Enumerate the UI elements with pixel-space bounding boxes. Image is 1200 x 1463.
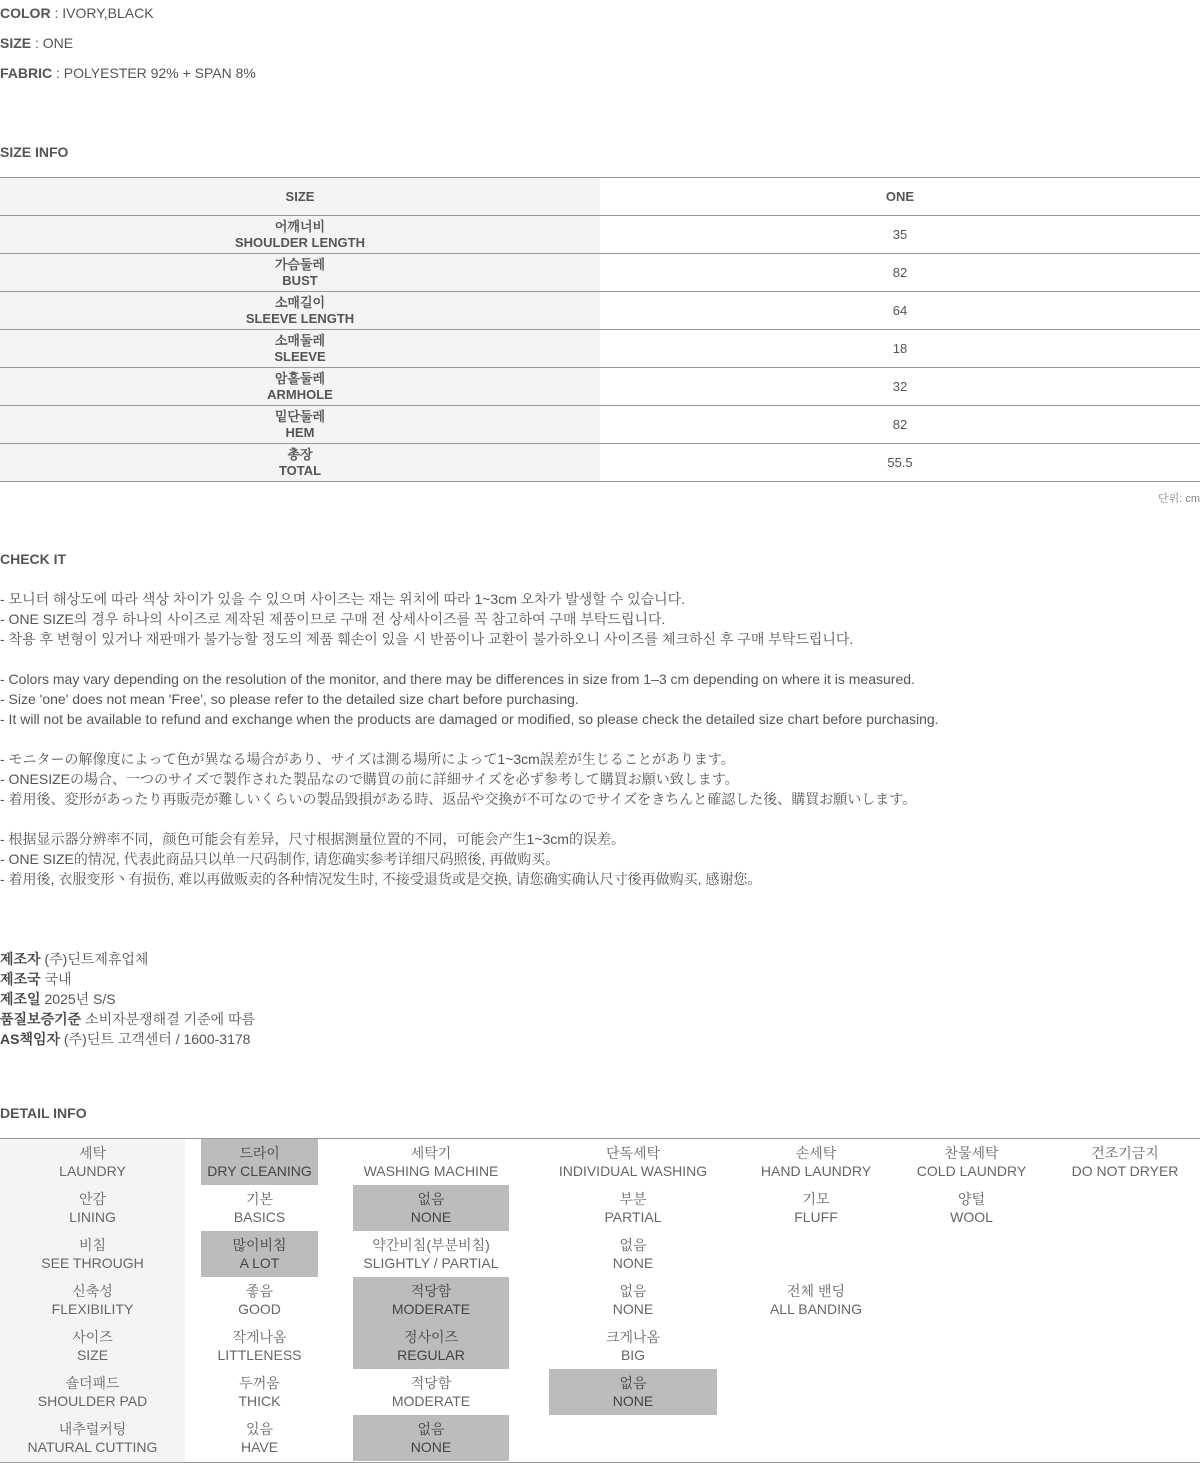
size-row-label xyxy=(0,216,600,253)
detail-row-header xyxy=(0,1369,185,1415)
size-table-row xyxy=(0,444,1200,482)
detail-row xyxy=(0,1185,1200,1231)
detail-row-header xyxy=(0,1231,185,1277)
detail-row-header-ko: 숄더패드 xyxy=(65,1375,120,1391)
detail-option-selected-en: NONE xyxy=(410,1209,452,1225)
country-line xyxy=(0,969,72,989)
size-row-label-ko: 가슴둘레 xyxy=(274,256,326,272)
size-info-title: SIZE INFO xyxy=(0,144,69,160)
detail-row-header-ko: 사이즈 xyxy=(72,1329,113,1345)
color-value: : IVORY,BLACK xyxy=(50,5,154,21)
detail-option-selected xyxy=(201,1231,318,1277)
detail-row-header-en: SHOULDER PAD xyxy=(37,1393,148,1409)
detail-option-en: COLD LAUNDRY xyxy=(916,1163,1027,1179)
size-table-row xyxy=(0,330,1200,368)
detail-row xyxy=(0,1231,1200,1277)
size-row-label-en: ARMHOLE xyxy=(267,386,333,402)
detail-option xyxy=(353,1231,509,1277)
size-row-label-ko: 어깨너비 xyxy=(274,218,326,234)
color-info xyxy=(0,5,154,21)
maker-label: 제조자 xyxy=(0,951,41,967)
size-row-label-ko: 총장 xyxy=(287,446,313,462)
maker-value: (주)딘트제휴업체 xyxy=(40,951,149,967)
detail-option-ko: 적당함 xyxy=(410,1375,452,1391)
detail-row-header-ko: 비침 xyxy=(78,1237,107,1253)
detail-option-ko: 두꺼움 xyxy=(239,1375,280,1391)
detail-option-ko: 크게나옴 xyxy=(605,1329,661,1345)
size-row-value: 82 xyxy=(892,417,908,432)
detail-option xyxy=(549,1323,717,1369)
detail-option-en: BASICS xyxy=(233,1209,286,1225)
detail-option-selected-ko: 없음 xyxy=(619,1375,647,1391)
detail-option-ko: 없음 xyxy=(619,1237,647,1253)
size-row-value: 55.5 xyxy=(887,455,913,470)
detail-row-header xyxy=(0,1323,185,1369)
detail-option-ko: 약간비침(부분비침) xyxy=(372,1237,490,1253)
detail-option-selected-en: DRY CLEANING xyxy=(207,1163,312,1179)
check-it-title: CHECK IT xyxy=(0,551,67,567)
detail-option-selected-ko: 없음 xyxy=(417,1191,445,1207)
detail-option xyxy=(740,1277,892,1323)
detail-row-header-ko: 내추럴커팅 xyxy=(58,1421,127,1437)
detail-option-selected xyxy=(549,1369,717,1415)
size-table-row xyxy=(0,216,1200,254)
size-table-header xyxy=(0,178,1200,216)
detail-option xyxy=(549,1231,717,1277)
size-row-label-ko: 암홀둘레 xyxy=(274,370,326,386)
detail-option xyxy=(549,1277,717,1323)
detail-row-header xyxy=(0,1415,185,1461)
fabric-label: FABRIC xyxy=(0,65,53,81)
detail-row-header xyxy=(0,1185,185,1231)
country-label: 제조국 xyxy=(0,971,41,987)
size-value: : ONE xyxy=(31,35,74,51)
detail-option xyxy=(201,1415,318,1461)
detail-option-selected-en: A LOT xyxy=(239,1255,280,1271)
size-row-label-en: SHOULDER LENGTH xyxy=(235,234,365,250)
detail-option xyxy=(201,1369,318,1415)
country-value: 국내 xyxy=(40,971,72,987)
detail-option-ko: 없음 xyxy=(619,1283,647,1299)
note-zh-1: - 根据显示器分辨率不同，颜色可能会有差异，尺寸根据测量位置的不同，可能会产生1~3cm的误差。 xyxy=(0,831,625,847)
size-row-label xyxy=(0,368,600,405)
note-en-3: - It will not be available to refund and exchange when the products are damaged or modified, so please check the detailed size chart before purchasing. xyxy=(0,711,939,727)
note-ja-1: - モニターの解像度によって色が異なる場合があり、サイズは測る場所によって1~3cm誤差が生じることがあります。 xyxy=(0,751,735,767)
size-row-label-en: HEM xyxy=(285,424,315,440)
detail-row xyxy=(0,1369,1200,1415)
size-label: SIZE xyxy=(0,35,32,51)
color-label: COLOR xyxy=(0,5,51,21)
detail-option-en: FLUFF xyxy=(794,1209,838,1225)
detail-option-ko: 손세탁 xyxy=(795,1145,837,1161)
detail-option-en: GOOD xyxy=(238,1301,281,1317)
detail-option-ko: 있음 xyxy=(245,1421,274,1437)
detail-option-selected-ko: 정사이즈 xyxy=(403,1329,459,1345)
detail-row-header-ko: 안감 xyxy=(78,1191,107,1207)
size-header-label: SIZE xyxy=(0,178,600,215)
size-row-label xyxy=(0,254,600,291)
detail-option-en: LITTLENESS xyxy=(217,1347,302,1363)
size-row-value: 18 xyxy=(892,341,908,356)
date-value: 2025년 S/S xyxy=(40,991,116,1007)
detail-row xyxy=(0,1323,1200,1369)
detail-row-header-en: SIZE xyxy=(76,1347,109,1363)
detail-option-selected-en: MODERATE xyxy=(391,1301,471,1317)
fabric-value: : POLYESTER 92% + SPAN 8% xyxy=(52,65,256,81)
size-row-label-en: BUST xyxy=(282,272,318,288)
size-row-value: 32 xyxy=(892,379,908,394)
detail-row xyxy=(0,1139,1200,1185)
detail-option-ko: 부분 xyxy=(619,1191,647,1207)
detail-option-selected-en: REGULAR xyxy=(397,1347,465,1363)
size-table-row xyxy=(0,254,1200,292)
detail-option-en: PARTIAL xyxy=(604,1209,662,1225)
as-label: AS책임자 xyxy=(0,1031,61,1047)
size-row-label xyxy=(0,406,600,443)
detail-row-header xyxy=(0,1277,185,1323)
detail-option xyxy=(549,1139,717,1185)
detail-option-ko: 건조기금지 xyxy=(1091,1145,1159,1161)
detail-option-ko: 작게나옴 xyxy=(232,1329,287,1345)
note-zh-3: - 着用後, 衣服变形丶有损伤, 难以再做贩卖的各种情况发生时, 不接受退货或是交换, 请您确实确认尺寸後再做购买, 感谢您。 xyxy=(0,871,762,887)
detail-option-selected-en: NONE xyxy=(410,1439,452,1455)
detail-option xyxy=(549,1185,717,1231)
fabric-info xyxy=(0,65,256,81)
detail-info-title: DETAIL INFO xyxy=(0,1105,87,1121)
detail-option-selected-ko: 없음 xyxy=(417,1421,445,1437)
note-en-1: - Colors may vary depending on the resolution of the monitor, and there may be differences in size from 1–3 cm depending on where it is measured. xyxy=(0,671,915,687)
detail-option-en: DO NOT DRYER xyxy=(1071,1163,1179,1179)
maker-line xyxy=(0,949,148,969)
detail-option xyxy=(201,1277,318,1323)
detail-option-ko: 세탁기 xyxy=(410,1145,452,1161)
size-table xyxy=(0,177,1200,482)
detail-option-selected xyxy=(353,1323,509,1369)
detail-option-ko: 단독세탁 xyxy=(605,1145,661,1161)
detail-option xyxy=(201,1185,318,1231)
detail-option xyxy=(740,1185,892,1231)
detail-option-en: NONE xyxy=(612,1301,654,1317)
detail-row-header-en: SEE THROUGH xyxy=(41,1255,144,1271)
note-ja-3: - 着用後、変形があったり再販売が難しいくらいの製品毀損がある時、返品や交換が不可なのでサイズをきちんと確認した後、購買お願いします。 xyxy=(0,791,917,807)
quality-label: 품질보증기준 xyxy=(0,1011,82,1027)
size-row-value: 64 xyxy=(892,303,908,318)
detail-row-header xyxy=(0,1139,185,1185)
size-table-row xyxy=(0,292,1200,330)
size-row-value: 82 xyxy=(892,265,908,280)
size-row-label xyxy=(0,292,600,329)
size-row-label-ko: 소매둘레 xyxy=(274,332,326,348)
detail-option xyxy=(905,1139,1038,1185)
size-row-label-en: SLEEVE LENGTH xyxy=(245,310,355,326)
size-row-label xyxy=(0,444,600,481)
detail-row-header-ko: 세탁 xyxy=(78,1145,107,1161)
detail-row-header-ko: 신축성 xyxy=(72,1283,113,1299)
detail-option-ko: 전체 밴딩 xyxy=(787,1283,845,1299)
detail-option-en: MODERATE xyxy=(391,1393,471,1409)
size-row-value: 35 xyxy=(892,227,908,242)
size-table-row xyxy=(0,368,1200,406)
detail-row-header-en: LAUNDRY xyxy=(59,1163,126,1179)
detail-row xyxy=(0,1415,1200,1461)
size-row-label-ko: 소매길이 xyxy=(274,294,326,310)
detail-option xyxy=(353,1139,509,1185)
detail-option-selected-ko: 적당함 xyxy=(410,1283,452,1299)
detail-option-en: ALL BANDING xyxy=(769,1301,863,1317)
detail-option-ko: 좋음 xyxy=(245,1283,274,1299)
detail-option-ko: 기모 xyxy=(802,1191,830,1207)
detail-option-en: HAND LAUNDRY xyxy=(760,1163,872,1179)
size-table-row xyxy=(0,406,1200,444)
detail-option-en: SLIGHTLY / PARTIAL xyxy=(363,1255,499,1271)
date-line xyxy=(0,989,116,1009)
size-row-label-en: TOTAL xyxy=(278,462,322,478)
date-label: 제조일 xyxy=(0,991,41,1007)
detail-row-header-en: NATURAL CUTTING xyxy=(27,1439,158,1455)
unit-label: 단위: cm xyxy=(1157,493,1200,505)
detail-option-en: INDIVIDUAL WASHING xyxy=(558,1163,708,1179)
size-info-line xyxy=(0,35,73,51)
detail-option-ko: 기본 xyxy=(245,1191,274,1207)
detail-option xyxy=(1050,1139,1200,1185)
quality-line xyxy=(0,1009,255,1029)
note-ko-2: - ONE SIZE의 경우 하나의 사이즈로 제작된 제품이므로 구매 전 상세사이즈를 꼭 참고하여 구매 부탁드립니다. xyxy=(0,611,666,627)
size-row-label-ko: 밑단둘레 xyxy=(274,408,326,424)
detail-option-en: BIG xyxy=(620,1347,646,1363)
detail-row-header-en: FLEXIBILITY xyxy=(51,1301,134,1317)
size-header-value: ONE xyxy=(885,189,915,204)
detail-option-selected-en: NONE xyxy=(612,1393,654,1409)
detail-option-ko: 양털 xyxy=(957,1191,986,1207)
detail-table xyxy=(0,1138,1200,1463)
note-zh-2: - ONE SIZE的情况, 代表此商品只以单一尺码制作, 请您确实参考详细尺码照後, 再做购买。 xyxy=(0,851,560,867)
detail-row xyxy=(0,1277,1200,1323)
detail-option xyxy=(201,1323,318,1369)
detail-option xyxy=(353,1369,509,1415)
as-line xyxy=(0,1029,250,1049)
detail-option-en: NONE xyxy=(612,1255,654,1271)
note-en-2: - Size 'one' does not mean 'Free', so please refer to the detailed size chart before purchasing. xyxy=(0,691,579,707)
note-ko-3: - 착용 후 변형이 있거나 재판매가 불가능할 정도의 제품 훼손이 있을 시 반품이나 교환이 불가하오니 사이즈를 체크하신 후 구매 부탁드립니다. xyxy=(0,631,854,647)
detail-option xyxy=(905,1185,1038,1231)
detail-option-en: THICK xyxy=(238,1393,281,1409)
detail-option-en: HAVE xyxy=(240,1439,279,1455)
note-ja-2: - ONESIZEの場合、一つのサイズで製作された製品なので購買の前に詳細サイズを必ず参考して購買お願い致します。 xyxy=(0,771,739,787)
detail-option-selected xyxy=(353,1415,509,1461)
detail-option-ko: 찬물세탁 xyxy=(944,1145,999,1161)
size-row-label-en: SLEEVE xyxy=(274,348,326,364)
as-value: (주)딘트 고객센터 / 1600-3178 xyxy=(60,1031,251,1047)
detail-option-en: WOOL xyxy=(950,1209,993,1225)
detail-option-selected xyxy=(353,1185,509,1231)
quality-value: 소비자분쟁해결 기준에 따름 xyxy=(81,1011,256,1027)
detail-option-selected-ko: 많이비침 xyxy=(232,1237,287,1253)
detail-row-header-en: LINING xyxy=(69,1209,116,1225)
detail-option-selected-ko: 드라이 xyxy=(239,1145,280,1161)
detail-option-selected xyxy=(201,1139,318,1185)
note-ko-1: - 모니터 해상도에 따라 색상 차이가 있을 수 있으며 사이즈는 재는 위치에 따라 1~3cm 오차가 발생할 수 있습니다. xyxy=(0,591,686,607)
detail-option xyxy=(740,1139,892,1185)
size-row-label xyxy=(0,330,600,367)
detail-option-selected xyxy=(353,1277,509,1323)
detail-option-en: WASHING MACHINE xyxy=(363,1163,499,1179)
